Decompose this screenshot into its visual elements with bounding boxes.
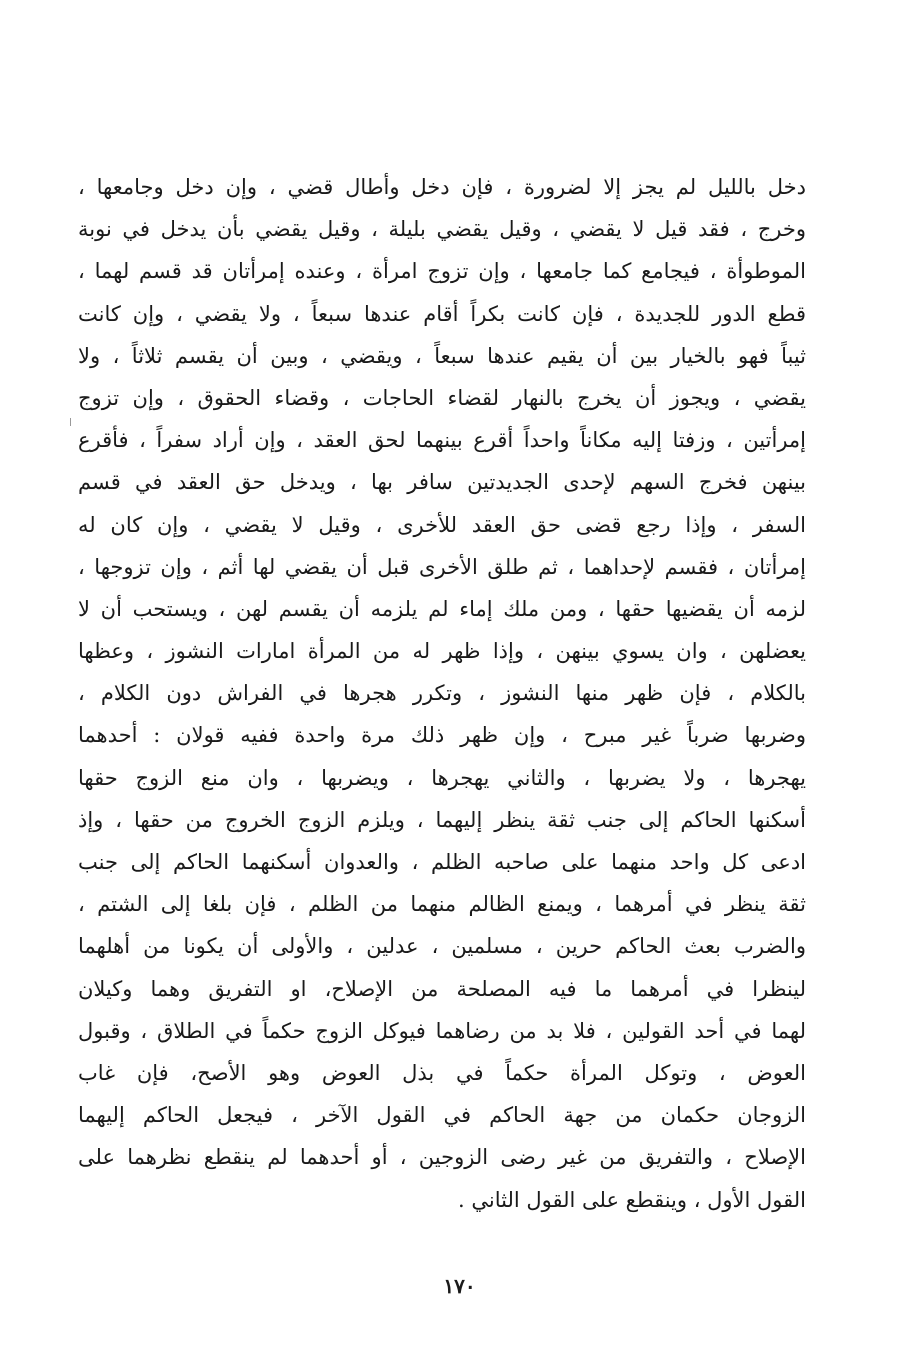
- text-line: السفر ، وإذا رجع قضى حق العقد للأخرى ، وقيل لا يقضي ، وإن كان له: [78, 512, 806, 537]
- text-line: لهما في أحد القولين ، فلا بد من رضاهما فيوكل الزوج حكماً في الطلاق ، وقبول: [78, 1018, 806, 1043]
- text-line: الزوجان حكمان من جهة الحاكم في القول الآخر ، فيجعل الحاكم إليهما: [78, 1103, 806, 1128]
- text-line: ثقة ينظر في أمرهما ، ويمنع الظالم منهما من الظلم ، فإن بلغا إلى الشتم ،: [78, 892, 806, 917]
- text-line: ثيباً فهو بالخيار بين أن يقيم عندها سبعاً ، ويقضي ، وبين أن يقسم ثلاثاً ، ولا: [78, 343, 806, 368]
- text-line: لينظرا في أمرهما ما فيه المصلحة من الإصلاح، او التفريق وهما وكيلان: [78, 976, 806, 1001]
- text-line: يقضي ، ويجوز أن يخرج بالنهار لقضاء الحاجات ، وقضاء الحقوق ، وإن تزوج: [78, 385, 806, 410]
- body-text: [78, 166, 806, 1221]
- text-line: يهجرها ، ولا يضربها ، والثاني يهجرها ، ويضربها ، وان منع الزوج حقها: [78, 765, 806, 790]
- text-line: يعضلهن ، وان يسوي بينهن ، وإذا ظهر له من المرأة امارات النشوز ، وعظها: [78, 639, 806, 664]
- text-line: أسكنها الحاكم إلى جنب ثقة ينظر إليهما ، ويلزم الزوج الخروج من حقها ، وإذ: [78, 807, 806, 832]
- text-line: والضرب بعث الحاكم حرين ، مسلمين ، عدلين ، والأولى أن يكونا من أهلهما: [78, 934, 806, 959]
- text-line: ادعى كل واحد منهما على صاحبه الظلم ، والعدوان أسكنهما الحاكم إلى جنب: [78, 850, 806, 874]
- text-line: العوض ، وتوكل المرأة حكماً في بذل العوض وهو الأصح، فإن غاب: [78, 1060, 806, 1085]
- margin-mark: [70, 418, 74, 426]
- text-line: بينهن فخرج السهم لإحدى الجديدتين سافر بها ، ويدخل حق العقد في قسم: [78, 470, 806, 495]
- text-line: وضربها ضرباً غير مبرح ، وإن ظهر ذلك مرة واحدة ففيه قولان : أحدهما: [78, 723, 806, 748]
- text-line: وخرج ، فقد قيل لا يقضي ، وقيل يقضي بليلة ، وقيل يقضي بأن يدخل في نوبة: [78, 217, 806, 242]
- text-line: إمرأتان ، فقسم لإحداهما ، ثم طلق الأخرى قبل أن يقضي لها أثم ، وإن تزوجها ،: [78, 554, 806, 579]
- page-number: ١٧٠: [443, 1274, 476, 1298]
- text-line: دخل بالليل لم يجز إلا لضرورة ، فإن دخل وأطال قضي ، وإن دخل وجامعها ،: [78, 175, 806, 199]
- text-line: القول الأول ، وينقطع على القول الثاني .: [458, 1187, 806, 1212]
- text-line: الموطوأة ، فيجامع كما جامعها ، وإن تزوج امرأة ، وعنده إمرأتان قد قسم لهما ،: [78, 259, 806, 284]
- text-line: الإصلاح ، والتفريق من غير رضى الزوجين ، أو أحدهما لم ينقطع نظرهما على: [78, 1145, 806, 1170]
- text-line: لزمه أن يقضيها حقها ، ومن ملك إماء لم يلزمه أن يقسم لهن ، ويستحب أن لا: [78, 596, 806, 621]
- text-line: إمرأتين ، وزفتا إليه مكاناً واحداً أقرع بينهما لحق العقد ، وإن أراد سفراً ، فأقرع: [78, 428, 806, 453]
- text-line: بالكلام ، فإن ظهر منها النشوز ، وتكرر هجرها في الفراش دون الكلام ،: [78, 681, 806, 706]
- text-line: قطع الدور للجديدة ، فإن كانت بكراً أقام عندها سبعاً ، ولا يقضي ، وإن كانت: [78, 301, 806, 326]
